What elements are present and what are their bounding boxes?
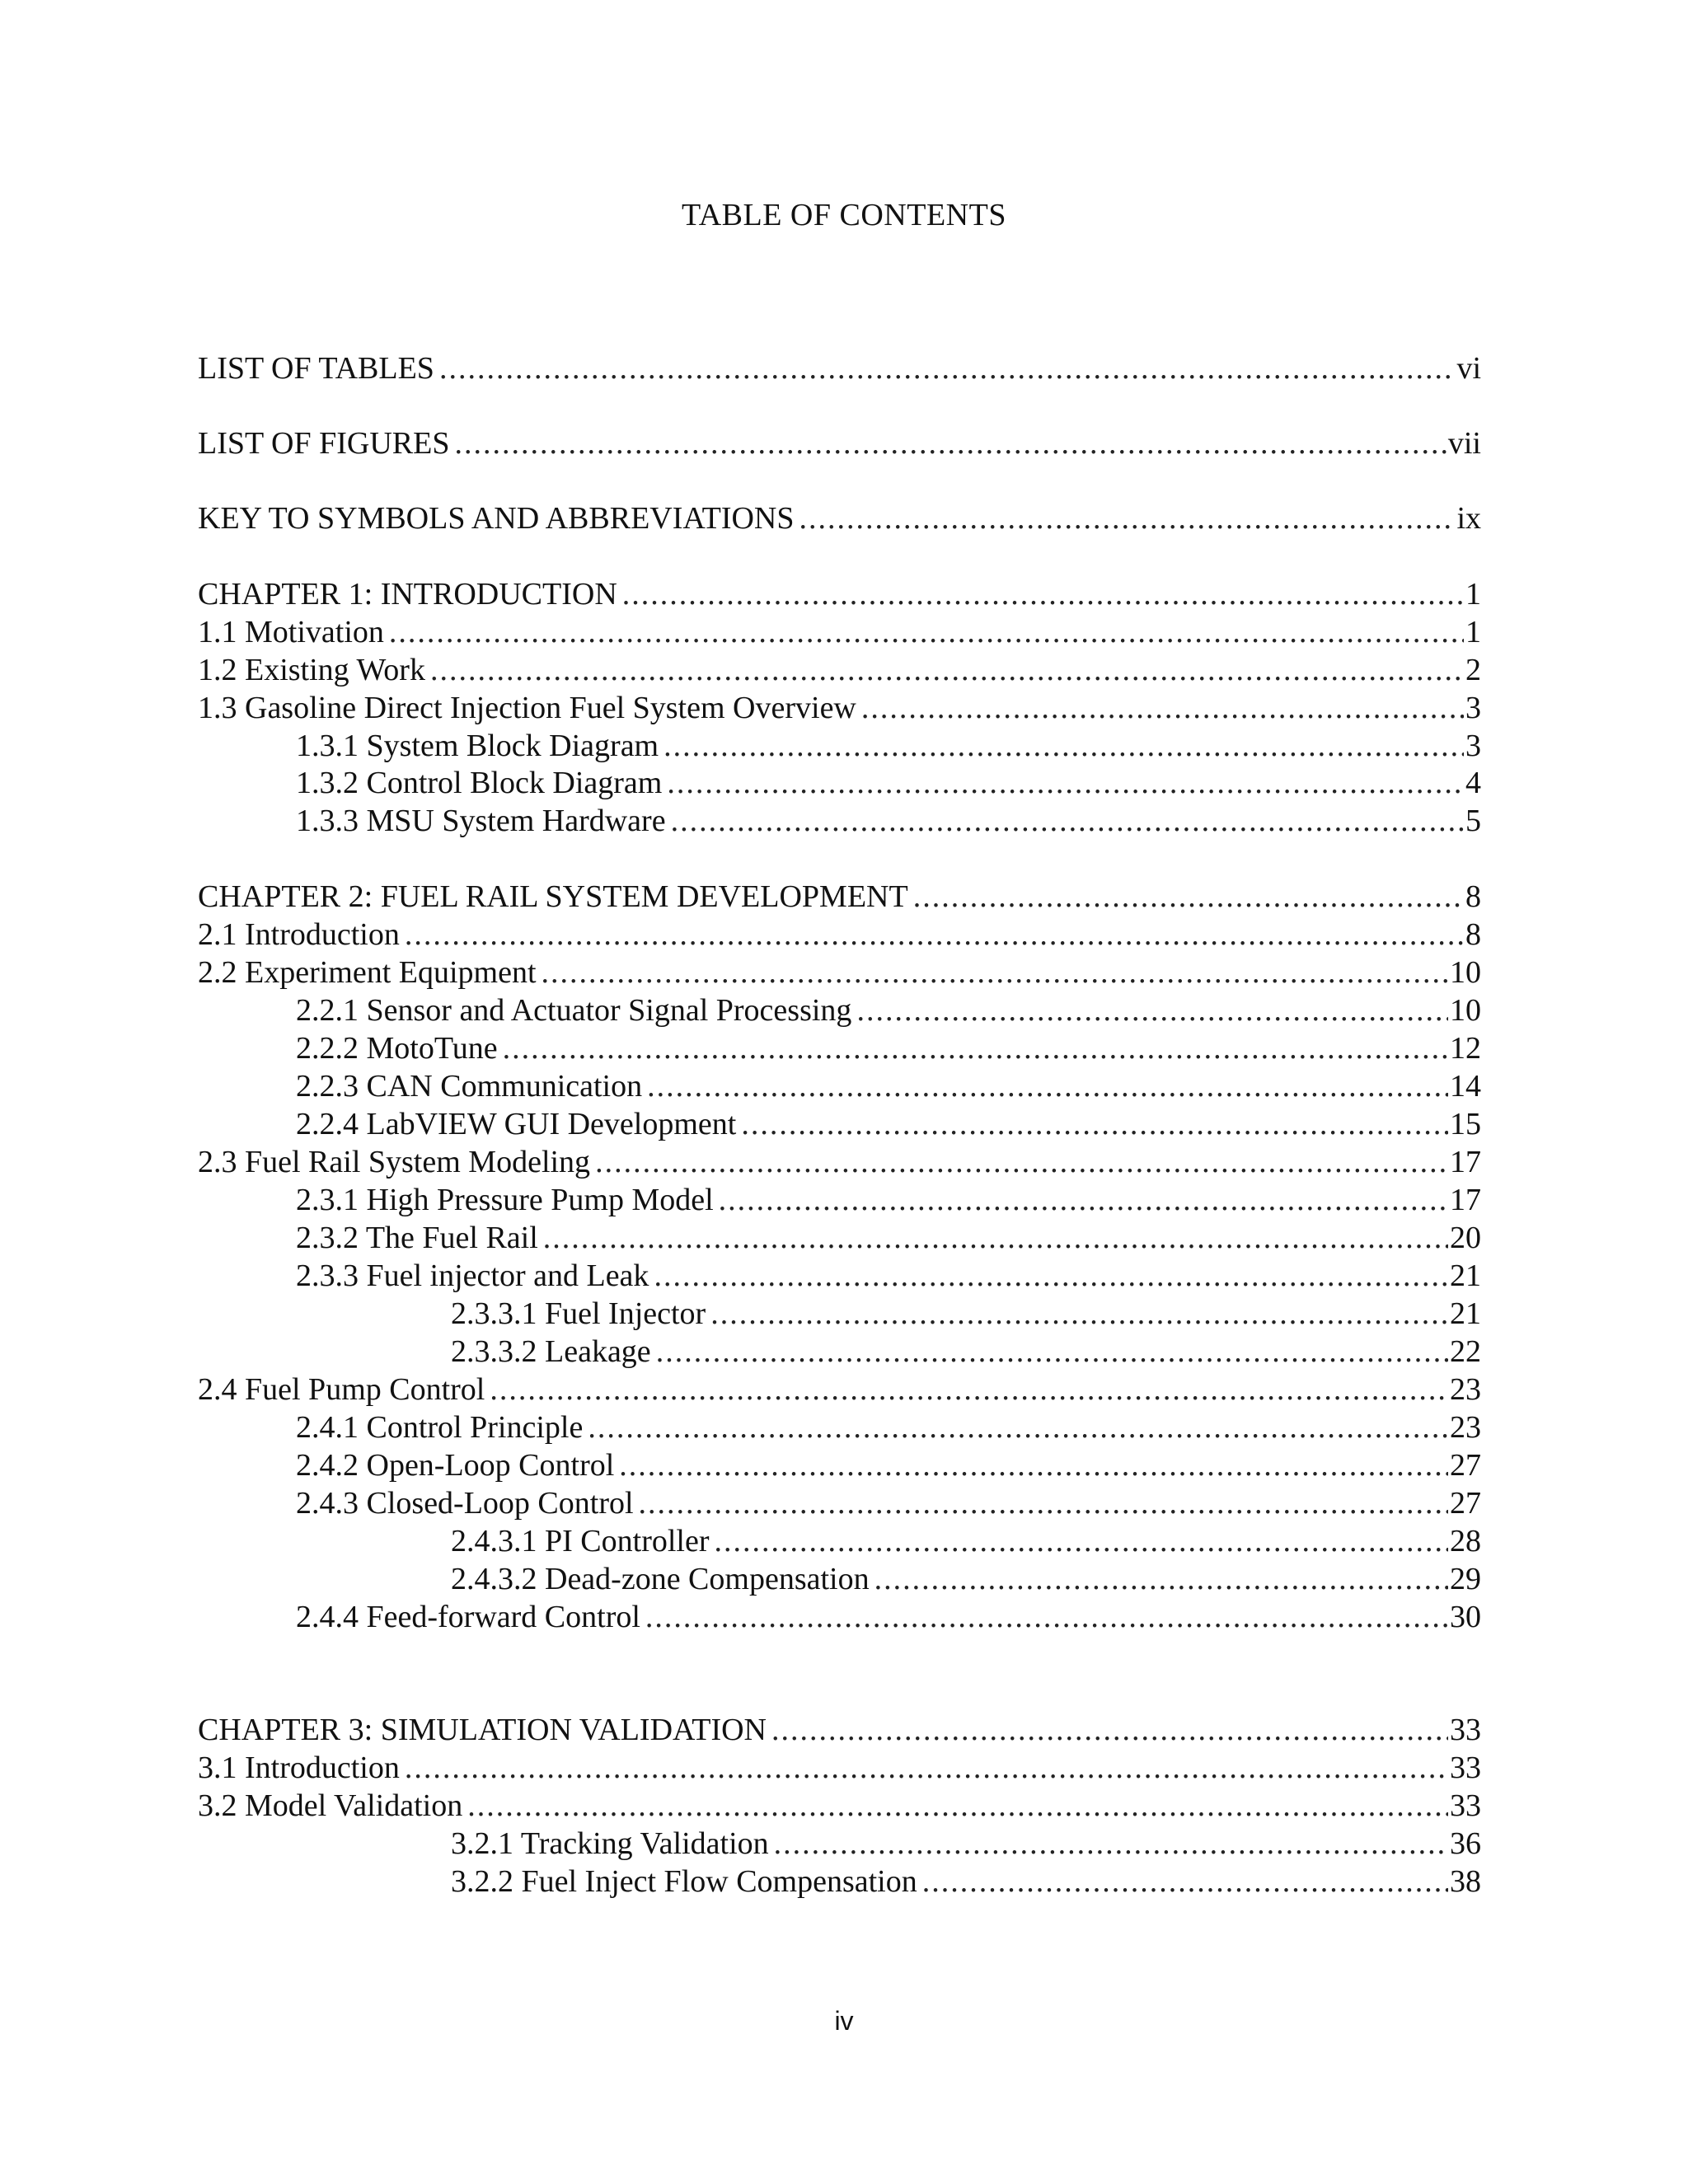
dot-leader [667, 764, 1464, 802]
toc-entry-label: 2.3.3 Fuel injector and Leak [296, 1258, 649, 1293]
toc-entry-2-2-1[interactable] [296, 991, 1481, 1029]
page-title: TABLE OF CONTENTS [682, 198, 1006, 232]
toc-entry-2-3-3[interactable] [296, 1257, 1481, 1295]
toc-entry-label: 1.2 Existing Work [198, 653, 425, 687]
toc-entry-label: 1.3.2 Control Block Diagram [296, 766, 663, 800]
toc-entry-2-4-3-1[interactable] [451, 1522, 1481, 1560]
toc-entry-label: 3.1 Introduction [198, 1750, 400, 1785]
toc-entry-label: 1.1 Motivation [198, 615, 384, 649]
toc-entry-label: 2.3.3.1 Fuel Injector [451, 1296, 706, 1331]
dot-leader [663, 727, 1464, 765]
toc-entry-page: 20 [1450, 1221, 1481, 1255]
toc-entry-label: 2.3.1 High Pressure Pump Model [296, 1183, 714, 1217]
toc-entry-page: 5 [1465, 804, 1481, 838]
toc-entry-2-4[interactable] [198, 1371, 1481, 1408]
toc-entry-2-2-2[interactable] [296, 1029, 1481, 1067]
toc-entry-2-3-3-2[interactable] [451, 1333, 1481, 1371]
toc-entry-page: 14 [1450, 1069, 1481, 1104]
toc-entry-page: 23 [1450, 1410, 1481, 1445]
toc-entry-2-4-1[interactable] [296, 1408, 1481, 1446]
toc-entry-chapter-3[interactable] [198, 1711, 1481, 1749]
toc-entry-page: 36 [1450, 1826, 1481, 1861]
dot-leader [490, 1371, 1448, 1408]
toc-entry-chapter-2[interactable] [198, 878, 1481, 916]
toc-entry-page: 33 [1450, 1788, 1481, 1823]
toc-entry-2-3-3-1[interactable] [451, 1295, 1481, 1333]
toc-entry-label: 2.4.3.1 PI Controller [451, 1524, 710, 1558]
toc-entry-label: CHAPTER 1: INTRODUCTION [198, 577, 617, 612]
toc-entry-label: 2.2.2 MotoTune [296, 1031, 498, 1066]
toc-entry-page: 8 [1465, 917, 1481, 952]
toc-entry-label: 2.1 Introduction [198, 917, 400, 952]
toc-entry-page: 15 [1450, 1107, 1481, 1141]
toc-entry-2-4-2[interactable] [296, 1446, 1481, 1484]
toc-entry-key-to-symbols[interactable] [198, 499, 1481, 537]
toc-entry-2-1[interactable] [198, 916, 1481, 954]
toc-entry-label: 2.4 Fuel Pump Control [198, 1372, 485, 1407]
page-number: iv [834, 2006, 854, 2036]
dot-leader [595, 1143, 1448, 1181]
toc-entry-1-2[interactable] [198, 651, 1481, 689]
dot-leader [588, 1408, 1448, 1446]
toc-entry-page: ix [1456, 501, 1481, 536]
toc-entry-2-3-1[interactable] [296, 1181, 1481, 1219]
toc-entry-label: CHAPTER 2: FUEL RAIL SYSTEM DEVELOPMENT [198, 879, 908, 914]
toc-entry-label: 2.4.3 Closed-Loop Control [296, 1486, 634, 1521]
dot-leader [543, 1219, 1448, 1257]
toc-entry-page: 1 [1465, 615, 1481, 649]
toc-entry-2-2[interactable] [198, 954, 1481, 991]
toc-entry-1-3-1[interactable] [296, 727, 1481, 765]
dot-leader [656, 1333, 1448, 1371]
toc-entry-page: 21 [1450, 1258, 1481, 1293]
toc-entry-label: 2.4.3.2 Dead-zone Compensation [451, 1562, 870, 1596]
toc-entry-page: 3 [1465, 729, 1481, 763]
dot-leader [714, 1522, 1448, 1560]
dot-leader [874, 1560, 1448, 1598]
toc-entry-page: 10 [1450, 955, 1481, 990]
dot-leader [856, 991, 1448, 1029]
toc-entry-page: 10 [1450, 993, 1481, 1028]
toc-entry-page: 12 [1450, 1031, 1481, 1066]
dot-leader [619, 1446, 1448, 1484]
toc-entry-page: 17 [1450, 1145, 1481, 1179]
dot-leader [454, 424, 1446, 462]
toc-entry-page: 1 [1465, 577, 1481, 612]
toc-entry-page: 28 [1450, 1524, 1481, 1558]
dot-leader [771, 1711, 1448, 1749]
toc-entry-label: 2.2.1 Sensor and Actuator Signal Processing [296, 993, 852, 1028]
toc-entry-1-3[interactable] [198, 689, 1481, 727]
dot-leader [645, 1598, 1448, 1636]
toc-entry-label: 2.3.2 The Fuel Rail [296, 1221, 538, 1255]
dot-leader [389, 613, 1464, 651]
dot-leader [430, 651, 1464, 689]
toc-entry-label: KEY TO SYMBOLS AND ABBREVIATIONS [198, 501, 795, 536]
toc-entry-page: 33 [1450, 1713, 1481, 1747]
dot-leader [710, 1295, 1448, 1333]
toc-entry-page: 29 [1450, 1562, 1481, 1596]
toc-entry-list-of-tables[interactable] [198, 349, 1481, 387]
toc-entry-2-4-4[interactable] [296, 1598, 1481, 1636]
dot-leader [647, 1067, 1448, 1105]
dot-leader [719, 1181, 1448, 1219]
toc-entry-page: 21 [1450, 1296, 1481, 1331]
toc-entry-2-4-3-2[interactable] [451, 1560, 1481, 1598]
toc-entry-page: 8 [1465, 879, 1481, 914]
toc-entry-1-3-3[interactable] [296, 802, 1481, 840]
dot-leader [861, 689, 1464, 727]
toc-entry-label: 3.2.2 Fuel Inject Flow Compensation [451, 1864, 917, 1899]
toc-entry-label: LIST OF FIGURES [198, 426, 450, 461]
toc-entry-label: 2.3 Fuel Rail System Modeling [198, 1145, 591, 1179]
toc-entry-label: 3.2.1 Tracking Validation [451, 1826, 769, 1861]
toc-entry-page: 4 [1465, 766, 1481, 800]
dot-leader [622, 575, 1464, 613]
toc-entry-2-2-4[interactable] [296, 1105, 1481, 1143]
toc-entry-page: 2 [1465, 653, 1481, 687]
dot-leader [542, 954, 1448, 991]
toc-entry-label: 2.3.3.2 Leakage [451, 1334, 651, 1369]
toc-entry-3-2-1[interactable] [451, 1825, 1481, 1863]
toc-entry-label: 2.2.4 LabVIEW GUI Development [296, 1107, 737, 1141]
toc-entry-page: vii [1447, 426, 1481, 461]
toc-entry-page: 27 [1450, 1486, 1481, 1521]
toc-entry-label: 3.2 Model Validation [198, 1788, 463, 1823]
dot-leader [671, 802, 1464, 840]
toc-entry-2-4-3[interactable] [296, 1484, 1481, 1522]
dot-leader [741, 1105, 1448, 1143]
dot-leader [405, 1749, 1448, 1787]
toc-entry-3-1[interactable] [198, 1749, 1481, 1787]
toc-entry-page: vi [1456, 351, 1481, 386]
toc-entry-label: 2.4.2 Open-Loop Control [296, 1448, 615, 1483]
toc-entry-1-1[interactable] [198, 613, 1481, 651]
toc-entry-list-of-figures[interactable] [198, 424, 1481, 462]
toc-entry-label: 2.4.4 Feed-forward Control [296, 1600, 640, 1634]
dot-leader [405, 916, 1464, 954]
toc-entry-page: 22 [1450, 1334, 1481, 1369]
toc-entry-label: 1.3.1 System Block Diagram [296, 729, 659, 763]
dot-leader [774, 1825, 1448, 1863]
toc-entry-label: 1.3.3 MSU System Hardware [296, 804, 666, 838]
dot-leader [639, 1484, 1448, 1522]
dot-leader [439, 349, 1456, 387]
toc-entry-1-3-2[interactable] [296, 764, 1481, 802]
dot-leader [503, 1029, 1448, 1067]
toc-entry-2-2-3[interactable] [296, 1067, 1481, 1105]
dot-leader [922, 1863, 1448, 1900]
toc-entry-page: 17 [1450, 1183, 1481, 1217]
toc-entry-3-2-2[interactable] [451, 1863, 1481, 1900]
toc-entry-label: 2.2 Experiment Equipment [198, 955, 537, 990]
dot-leader [467, 1787, 1448, 1825]
toc-entry-page: 3 [1465, 691, 1481, 725]
toc-entry-label: 2.4.1 Control Principle [296, 1410, 584, 1445]
toc-entry-page: 38 [1450, 1864, 1481, 1899]
toc-entry-label: LIST OF TABLES [198, 351, 434, 386]
toc-entry-page: 33 [1450, 1750, 1481, 1785]
toc-entry-label: 2.2.3 CAN Communication [296, 1069, 643, 1104]
toc-entry-chapter-1[interactable] [198, 575, 1481, 613]
dot-leader [799, 499, 1456, 537]
toc-entry-3-2[interactable] [198, 1787, 1481, 1825]
toc-entry-page: 23 [1450, 1372, 1481, 1407]
toc-entry-2-3-2[interactable] [296, 1219, 1481, 1257]
toc-entry-page: 30 [1450, 1600, 1481, 1634]
toc-entry-label: 1.3 Gasoline Direct Injection Fuel System Overview [198, 691, 856, 725]
toc-entry-2-3[interactable] [198, 1143, 1481, 1181]
toc-entry-label: CHAPTER 3: SIMULATION VALIDATION [198, 1713, 767, 1747]
toc-entry-page: 27 [1450, 1448, 1481, 1483]
dot-leader [654, 1257, 1448, 1295]
dot-leader [913, 878, 1464, 916]
